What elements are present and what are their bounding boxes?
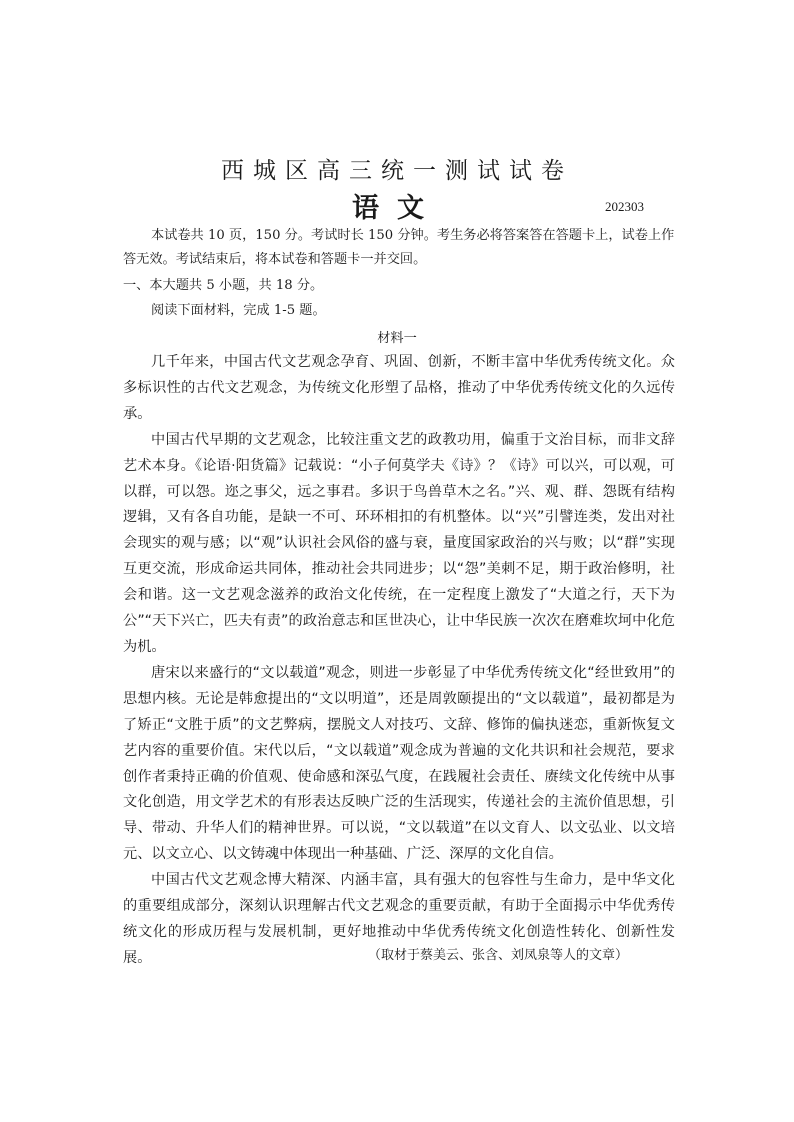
- exam-title: 西城区高三统一测试试卷: [221, 158, 573, 184]
- material-paragraph: 唐宋以来盛行的“文以载道”观念，则进一步彰显了中华优秀传统文化“经世致用”的思想内核。无论是韩愈提出的“文以明道”，还是周敦颐提出的“文以载道”，最初都是为了矫正“文胜于质”的文艺弊病，摆脱文人对技巧、文辞、修饰的偏执迷恋，重新恢复文艺内容的重要价值。宋代以后，“文以载道”观念成为普遍的文化共识和社会规范，要求创作者秉持正确的价值观、使命感和深弘气度，在践履社会责任、赓续文化传统中从事文化创造，用文学艺术的有形表达反映广泛的生活现实，传递社会的主流价值思想，引导、带动、升华人们的精神世界。可以说，“文以载道”在以文育人、以文弘业、以文培元、以文立心、以文铸魂中体现出一种基础、广泛、深厚的文化自信。: [123, 664, 675, 863]
- exam-notice: 本试卷共 10 页，150 分。考试时长 150 分钟。考生务必将答案答在答题卡上，试卷上作答无效。考试结束后，将本试卷和答题卡一并交回。: [123, 228, 675, 267]
- reading-instruction: 阅读下面材料，完成 1-5 题。: [151, 303, 326, 318]
- material-paragraph: 几千年来，中国古代文艺观念孕育、巩固、创新，不断丰富中华优秀传统文化。众多标识性的古代文艺观念，为传统文化形塑了品格，推动了中华优秀传统文化的久远传承。: [123, 354, 675, 422]
- section-heading: 一、本大题共 5 小题，共 18 分。: [123, 278, 324, 293]
- material-body: [123, 350, 675, 972]
- exam-date-code: 202303: [605, 199, 644, 214]
- material-paragraph: 中国古代文艺观念博大精深、内涵丰富，具有强大的包容性与生命力，是中华文化的重要组成部分，深刻认识理解古代文艺观念的重要贡献，有助于全面揭示中华优秀传统文化的形成历程与发展机制，更好地推动中华优秀传统文化创造性转化、创新性发展。: [123, 872, 675, 966]
- subject-title: 语文: [352, 193, 442, 224]
- material-title: 材料一: [377, 331, 417, 346]
- material-paragraph: 中国古代早期的文艺观念，比较注重文艺的政教功用，偏重于文治目标，而非文辞艺术本身。《论语·阳货篇》记载说：“小子何莫学夫《诗》？《诗》可以兴，可以观，可以群，可以怨。迩之事父，远之事君。多识于鸟兽草木之名。”兴、观、群、怨既有结构逻辑，又有各自功能，是缺一不可、环环相扣的有机整体。以“兴”引譬连类，发出对社会现实的观与感；以“观”认识社会风俗的盛与衰，量度国家政治的兴与败；以“群”实现互更交流，形成命运共同体，推动社会共同进步；以“怨”美刺不足，期于政治修明，社会和谐。这一文艺观念滋养的政治文化传统，在一定程度上激发了“大道之行，天下为公”“天下兴亡，匹夫有责”的政治意志和匡世决心，让中华民族一次次在磨难坎坷中化危为机。: [123, 431, 675, 655]
- material-source: （取材于蔡美云、张含、刘凤泉等人的文章）: [368, 948, 629, 963]
